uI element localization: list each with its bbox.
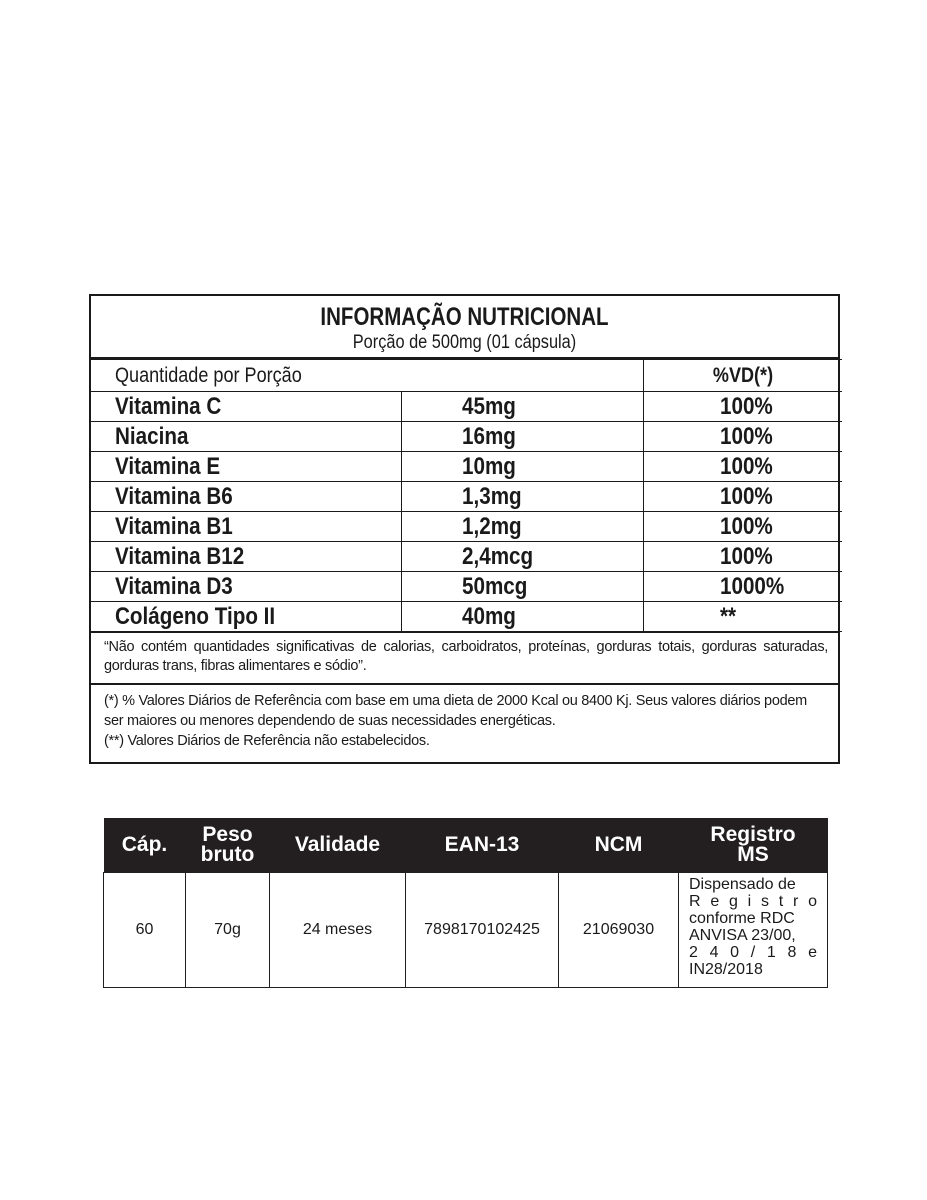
nutrient-vd: 100% (719, 392, 773, 420)
nutrient-table (91, 359, 842, 632)
header-gross-weight (186, 818, 270, 873)
quantity-per-portion-label: Quantidade por Porção (115, 363, 302, 387)
header-gross-weight-line1: Peso (202, 823, 253, 846)
nutrient-vd: 1000% (719, 572, 784, 600)
ncm-code: 21069030 (559, 873, 679, 988)
daily-values-note (91, 683, 838, 751)
nutrient-amount: 1,3mg (461, 482, 522, 510)
registration-line: R e g i s t r o (689, 893, 817, 910)
column-header-row (91, 360, 842, 392)
nutrient-vd: 100% (719, 542, 773, 570)
header-capsules: Cáp. (104, 818, 186, 873)
registration-line: ANVISA 23/00, (689, 927, 796, 944)
nutrient-name: Vitamina B12 (115, 542, 245, 570)
header-registration-line1: Registro (710, 823, 796, 846)
nutrient-name: Vitamina B6 (115, 482, 233, 510)
nutrition-header (91, 296, 838, 359)
header-gross-weight-line2: bruto (200, 843, 255, 866)
nutrient-row (91, 572, 842, 602)
registration-line: IN28/2018 (689, 961, 763, 978)
product-info-table (103, 818, 828, 988)
nutrient-name: Niacina (115, 422, 189, 450)
header-ean: EAN-13 (406, 818, 559, 873)
header-registration-line2: MS (737, 843, 769, 866)
nutrient-row (91, 482, 842, 512)
nutrient-row (91, 602, 842, 632)
header-ncm: NCM (559, 818, 679, 873)
capsule-count: 60 (104, 873, 186, 988)
undetermined-values-footnote: (**) Valores Diários de Referência não estabelecidos. (104, 733, 430, 749)
nutrient-name: Colágeno Tipo II (115, 602, 276, 630)
nutrition-facts-panel (89, 294, 840, 764)
gross-weight: 70g (186, 873, 270, 988)
registration-info (679, 873, 828, 988)
nutrient-name: Vitamina D3 (115, 572, 233, 600)
nutrient-amount: 10mg (461, 452, 516, 480)
header-registration (679, 818, 828, 873)
nutrient-name: Vitamina C (115, 392, 222, 420)
ean-code: 7898170102425 (406, 873, 559, 988)
not-significant-note: “Não contém quantidades significativas de calorias, carboidratos, proteínas, gorduras totais, gorduras saturadas, gorduras trans, fibras alimentares e sódio”. (91, 632, 838, 683)
nutrient-amount: 45mg (461, 392, 516, 420)
nutrient-vd: ** (719, 602, 736, 630)
nutrient-amount: 2,4mcg (461, 542, 533, 570)
product-header-row (104, 818, 828, 873)
nutrient-amount: 1,2mg (461, 512, 522, 540)
nutrient-row (91, 452, 842, 482)
registration-line: Dispensado de (689, 876, 796, 893)
nutrient-name: Vitamina E (115, 452, 221, 480)
nutrient-row (91, 392, 842, 422)
nutrient-vd: 100% (719, 512, 773, 540)
validity: 24 meses (270, 873, 406, 988)
nutrient-amount: 16mg (461, 422, 516, 450)
nutrient-row (91, 422, 842, 452)
nutrient-vd: 100% (719, 422, 773, 450)
portion-size: Porção de 500mg (01 cápsula) (352, 332, 577, 353)
nutrient-amount: 50mcg (461, 572, 527, 600)
nutrient-name: Vitamina B1 (115, 512, 233, 540)
nutrient-row (91, 542, 842, 572)
daily-values-footnote: (*) % Valores Diários de Referência com base em uma dieta de 2000 Kcal ou 8400 Kj. Seus valores diários podem ser maiores ou menores dependendo de suas necessidades energéticas. (104, 693, 807, 729)
registration-line: 2 4 0 / 1 8 e (689, 944, 817, 961)
nutrient-vd: 100% (719, 452, 773, 480)
nutrition-title: INFORMAÇÃO NUTRICIONAL (320, 303, 609, 331)
nutrient-amount: 40mg (461, 602, 516, 630)
vd-header: %VD(*) (712, 363, 773, 387)
nutrient-vd: 100% (719, 482, 773, 510)
nutrient-row (91, 512, 842, 542)
registration-line: conforme RDC (689, 910, 795, 927)
header-validity: Validade (270, 818, 406, 873)
product-values-row (104, 873, 828, 988)
